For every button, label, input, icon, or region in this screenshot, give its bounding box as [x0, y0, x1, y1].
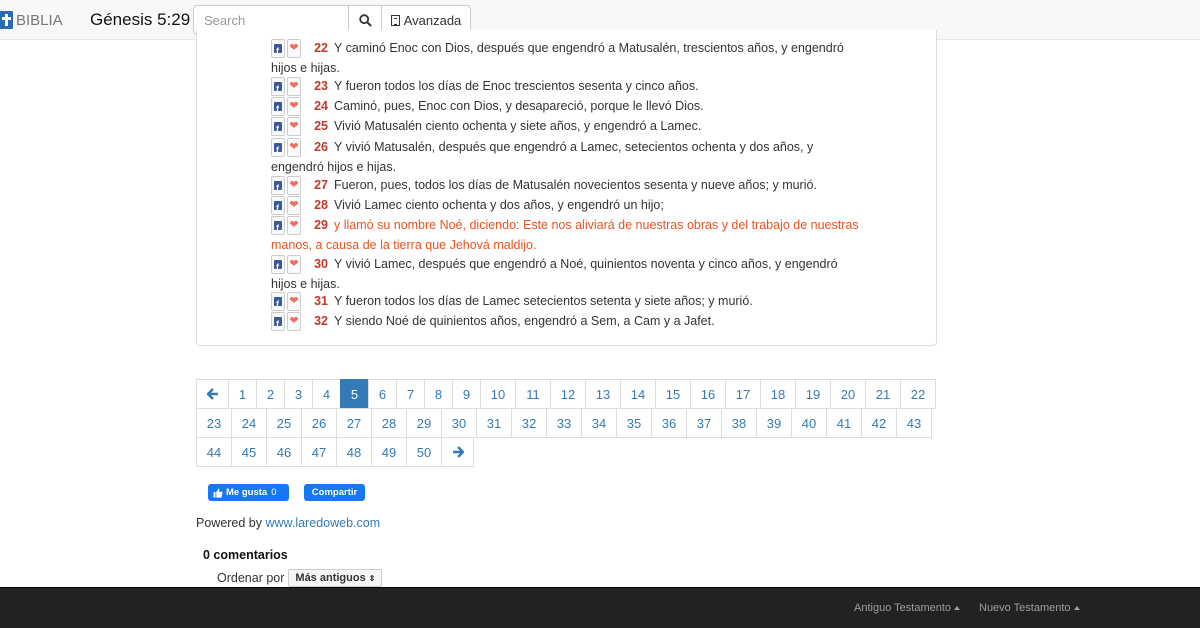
page-link[interactable]: 5 — [340, 379, 369, 409]
heart-icon[interactable]: ❤ — [287, 196, 301, 215]
new-testament-menu[interactable] — [979, 602, 1080, 614]
page-link[interactable]: 50 — [406, 437, 442, 467]
page-link[interactable]: 7 — [396, 379, 425, 409]
page-link[interactable]: 2 — [256, 379, 285, 409]
facebook-share-icon[interactable] — [271, 216, 285, 235]
verse-row — [271, 312, 861, 332]
facebook-share-icon[interactable] — [271, 292, 285, 311]
verse-row — [271, 97, 861, 117]
comment-sort — [217, 569, 382, 587]
page-link[interactable]: 18 — [760, 379, 796, 409]
facebook-share-icon[interactable] — [271, 97, 285, 116]
facebook-share-icon[interactable] — [271, 138, 285, 157]
verse-number: 30 — [314, 257, 328, 271]
page-link[interactable]: 10 — [480, 379, 516, 409]
sort-value: Más antiguos — [295, 572, 366, 584]
brand-label: BIBLIA — [16, 11, 63, 29]
page-link[interactable]: 4 — [312, 379, 341, 409]
page-link[interactable]: 36 — [651, 408, 687, 438]
page-link[interactable]: 33 — [546, 408, 582, 438]
page-link[interactable]: 38 — [721, 408, 757, 438]
page-link[interactable]: 26 — [301, 408, 337, 438]
heart-icon[interactable]: ❤ — [287, 117, 301, 136]
caret-up-icon — [954, 606, 960, 610]
page-link[interactable]: 46 — [266, 437, 302, 467]
select-arrows-icon: ⇕ — [368, 573, 376, 583]
verse-text: y llamó su nombre Noé, diciendo: Este nos aliviará de nuestras obras y del trabajo de nuestras manos, a causa de la tierra que Jehová maldijo. — [271, 218, 859, 252]
page-link[interactable]: 20 — [830, 379, 866, 409]
sort-label: Ordenar por — [217, 571, 285, 585]
facebook-share-icon[interactable] — [271, 39, 285, 58]
page-link[interactable]: 12 — [550, 379, 586, 409]
page-link[interactable]: 29 — [406, 408, 442, 438]
verse-row — [271, 292, 861, 312]
page-link[interactable]: 16 — [690, 379, 726, 409]
page-link[interactable]: 6 — [368, 379, 397, 409]
heart-icon[interactable]: ❤ — [287, 138, 301, 157]
page-link[interactable]: 24 — [231, 408, 267, 438]
caret-up-icon — [1074, 606, 1080, 610]
verse-row — [271, 39, 861, 78]
verse-actions — [271, 138, 301, 157]
comment-count: 0 comentarios — [203, 548, 288, 562]
heart-icon[interactable]: ❤ — [287, 77, 301, 96]
verse-row — [271, 216, 861, 255]
facebook-share-icon[interactable] — [271, 196, 285, 215]
brand-link[interactable] — [0, 10, 63, 30]
bottom-navbar — [0, 587, 1200, 628]
like-count: 0 — [271, 487, 277, 498]
heart-icon[interactable]: ❤ — [287, 292, 301, 311]
page-link[interactable]: 9 — [452, 379, 481, 409]
page-link[interactable]: 30 — [441, 408, 477, 438]
book-icon — [391, 15, 400, 26]
page-link[interactable]: 41 — [826, 408, 862, 438]
verse-actions — [271, 97, 301, 116]
page-link[interactable]: 15 — [655, 379, 691, 409]
page-title: Génesis 5:29 — [90, 10, 191, 29]
pagination-row — [196, 437, 474, 467]
next-page-arrow-icon[interactable] — [441, 437, 474, 467]
page-link[interactable]: 1 — [228, 379, 257, 409]
page-link[interactable]: 21 — [865, 379, 901, 409]
page-link[interactable]: 39 — [756, 408, 792, 438]
verse-text: Y siendo Noé de quinientos años, engendró a Sem, a Cam y a Jafet. — [334, 314, 715, 328]
old-testament-label: Antiguo Testamento — [854, 602, 952, 614]
share-label: Compartir — [311, 487, 358, 498]
pagination-row — [196, 379, 936, 409]
page-link[interactable]: 23 — [196, 408, 232, 438]
page-link[interactable]: 19 — [795, 379, 831, 409]
powered-by — [196, 516, 380, 530]
verse-number: 27 — [314, 178, 328, 192]
facebook-share-icon[interactable] — [271, 176, 285, 195]
verse-actions — [271, 292, 301, 311]
old-testament-menu[interactable] — [854, 602, 960, 614]
new-testament-label: Nuevo Testamento — [979, 602, 1071, 614]
verse-number: 25 — [314, 119, 328, 133]
pagination-row — [196, 408, 932, 438]
verse-row — [271, 117, 861, 137]
page-link[interactable]: 25 — [266, 408, 302, 438]
verse-number: 28 — [314, 198, 328, 212]
page-link[interactable]: 8 — [424, 379, 453, 409]
verse-text: Y vivió Lamec, después que engendró a Noé, quinientos noventa y cinco años, y engendró hijos e hijas. — [271, 257, 838, 291]
page-link[interactable]: 17 — [725, 379, 761, 409]
page-link[interactable]: 37 — [686, 408, 722, 438]
page-link[interactable]: 48 — [336, 437, 372, 467]
verse-row — [271, 255, 861, 294]
verse-actions — [271, 216, 301, 235]
heart-icon[interactable]: ❤ — [287, 97, 301, 116]
page-link[interactable]: 42 — [861, 408, 897, 438]
verse-text: Y fueron todos los días de Lamec setecientos setenta y siete años; y murió. — [334, 294, 753, 308]
verse-text: Caminó, pues, Enoc con Dios, y desapareció, porque le llevó Dios. — [334, 99, 704, 113]
page-link[interactable]: 45 — [231, 437, 267, 467]
verse-actions — [271, 312, 301, 331]
powered-link[interactable]: www.laredoweb.com — [265, 516, 381, 530]
page-link[interactable]: 14 — [620, 379, 656, 409]
search-icon — [359, 14, 372, 27]
page-link[interactable]: 27 — [336, 408, 372, 438]
heart-icon[interactable]: ❤ — [287, 216, 301, 235]
verse-number: 22 — [314, 41, 328, 55]
bible-icon — [0, 11, 13, 29]
verse-actions — [271, 77, 301, 96]
page-link[interactable]: 11 — [515, 379, 551, 409]
page-link[interactable]: 3 — [284, 379, 313, 409]
verse-actions — [271, 196, 301, 215]
page-link[interactable]: 35 — [616, 408, 652, 438]
verse-text: Vivió Lamec ciento ochenta y dos años, y engendró un hijo; — [334, 198, 664, 212]
page-link[interactable]: 40 — [791, 408, 827, 438]
verse-number: 31 — [314, 294, 328, 308]
page-link[interactable]: 13 — [585, 379, 621, 409]
verse-row — [271, 77, 861, 97]
verse-actions — [271, 117, 301, 136]
heart-icon[interactable]: ❤ — [287, 176, 301, 195]
verse-text: Fueron, pues, todos los días de Matusalén novecientos sesenta y nueve años; y murió. — [334, 178, 817, 192]
verse-text: Y vivió Matusalén, después que engendró a Lamec, setecientos ochenta y dos años, y engendró hijos e hijas. — [271, 140, 814, 174]
verse-actions — [271, 255, 301, 274]
verse-number: 23 — [314, 79, 328, 93]
page-link[interactable]: 34 — [581, 408, 617, 438]
facebook-share-icon[interactable] — [271, 312, 285, 331]
advanced-label: Avanzada — [403, 12, 462, 28]
verse-row — [271, 176, 861, 196]
page-link[interactable]: 47 — [301, 437, 337, 467]
page-link[interactable]: 22 — [900, 379, 936, 409]
verse-text: Y fueron todos los días de Enoc trescientos sesenta y cinco años. — [334, 79, 699, 93]
page-link[interactable]: 31 — [476, 408, 512, 438]
prev-page-arrow-icon[interactable] — [196, 379, 229, 409]
verse-row — [271, 138, 861, 177]
verse-number: 32 — [314, 314, 328, 328]
verse-number: 24 — [314, 99, 328, 113]
page-link[interactable]: 32 — [511, 408, 547, 438]
facebook-share-icon[interactable] — [271, 117, 285, 136]
facebook-share-icon[interactable] — [271, 77, 285, 96]
thumbs-up-icon — [213, 488, 223, 498]
verse-number: 26 — [314, 140, 328, 154]
powered-prefix: Powered by — [196, 516, 263, 530]
verse-row — [271, 196, 861, 216]
sort-select[interactable] — [288, 569, 382, 587]
page-link[interactable]: 49 — [371, 437, 407, 467]
heart-icon[interactable]: ❤ — [287, 255, 301, 274]
verse-actions — [271, 39, 301, 58]
facebook-share-icon[interactable] — [271, 255, 285, 274]
page-link[interactable]: 44 — [196, 437, 232, 467]
verse-text: Vivió Matusalén ciento ochenta y siete años, y engendró a Lamec. — [334, 119, 702, 133]
verse-actions — [271, 176, 301, 195]
facebook-share-button[interactable] — [304, 484, 365, 501]
verse-number: 29 — [314, 218, 328, 232]
heart-icon[interactable]: ❤ — [287, 39, 301, 58]
like-label: Me gusta — [226, 487, 268, 498]
page-link[interactable]: 28 — [371, 408, 407, 438]
heart-icon[interactable]: ❤ — [287, 312, 301, 331]
verse-text: Y caminó Enoc con Dios, después que engendró a Matusalén, trescientos años, y engendró hijos e hijas. — [271, 41, 844, 75]
page-link[interactable]: 43 — [896, 408, 932, 438]
facebook-like-button[interactable] — [208, 484, 289, 501]
